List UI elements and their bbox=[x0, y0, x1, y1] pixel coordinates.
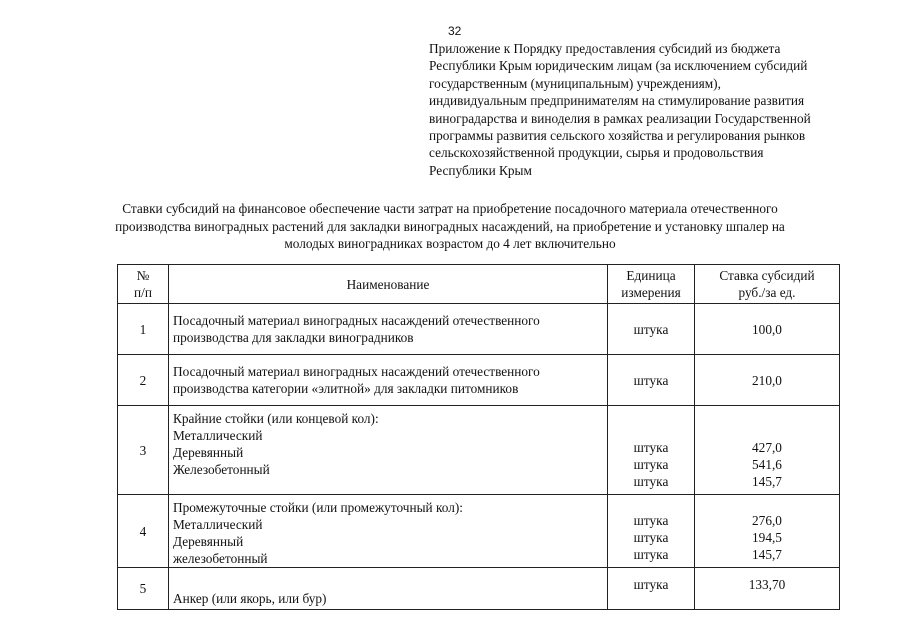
table-header-row bbox=[118, 265, 840, 304]
subsidy-rates-table bbox=[117, 264, 840, 610]
row-number: 2 bbox=[118, 355, 169, 406]
header-num-line: № bbox=[136, 268, 150, 283]
row-name-line: железобетонный bbox=[173, 551, 268, 566]
row-name-line: Посадочный материал виноградных насаждений отечественного bbox=[173, 313, 540, 328]
header-rate bbox=[695, 265, 840, 304]
row-units bbox=[608, 406, 695, 495]
row-unit: штука bbox=[608, 304, 695, 355]
title-line: Ставки субсидий на финансовое обеспечение части затрат на приобретение посадочного материала отечественного bbox=[122, 201, 778, 216]
row-unit: штука bbox=[633, 513, 669, 528]
row-rate: 276,0 bbox=[752, 513, 782, 528]
row-name bbox=[169, 406, 608, 495]
row-rate: 145,7 bbox=[752, 474, 782, 489]
header-unit bbox=[608, 265, 695, 304]
row-name-line: Посадочный материал виноградных насаждений отечественного bbox=[173, 364, 540, 379]
row-name-line: производства категории «элитной» для закладки питомников bbox=[173, 381, 519, 396]
row-rate: 541,6 bbox=[752, 457, 782, 472]
header-unit-line: Единица bbox=[626, 268, 676, 283]
header-num-line: п/п bbox=[134, 285, 152, 300]
row-name-line: Металлический bbox=[173, 517, 263, 532]
appendix-line: программы развития сельского хозяйства и регулирования рынков bbox=[429, 128, 806, 144]
row-name-line: производства для закладки виноградников bbox=[173, 330, 414, 345]
row-name-line: Промежуточные стойки (или промежуточный кол): bbox=[173, 500, 463, 515]
row-name bbox=[169, 355, 608, 406]
row-name-line: Металлический bbox=[173, 428, 263, 443]
header-rate-line: Ставка субсидий bbox=[719, 268, 815, 283]
appendix-line: государственным (муниципальным) учреждениям), bbox=[429, 75, 721, 91]
row-name-line: Крайние стойки (или концевой кол): bbox=[173, 411, 379, 426]
header-rate-line: руб./за ед. bbox=[738, 285, 796, 300]
table-row bbox=[118, 304, 840, 355]
table-row bbox=[118, 355, 840, 406]
row-rate: 194,5 bbox=[752, 530, 782, 545]
row-name bbox=[169, 568, 608, 610]
row-rate: 145,7 bbox=[752, 547, 782, 562]
appendix-line: виноградарства и виноделия в рамках реализации Государственной bbox=[429, 110, 811, 126]
row-number: 1 bbox=[118, 304, 169, 355]
row-name bbox=[169, 304, 608, 355]
appendix-line: Республики Крым юридическим лицам (за исключением субсидий bbox=[429, 58, 808, 74]
row-name-line: Деревянный bbox=[173, 445, 244, 460]
row-unit: штука bbox=[633, 530, 669, 545]
row-name bbox=[169, 495, 608, 568]
row-unit: штука bbox=[633, 474, 669, 489]
row-unit: штука bbox=[633, 547, 669, 562]
header-num bbox=[118, 265, 169, 304]
row-name-line: Анкер (или якорь, или бур) bbox=[173, 591, 327, 606]
table-row bbox=[118, 406, 840, 495]
row-rate: 427,0 bbox=[752, 440, 782, 455]
appendix-line: Приложение к Порядку предоставления субсидий из бюджета bbox=[429, 41, 781, 56]
appendix-note bbox=[429, 40, 869, 179]
row-number: 3 bbox=[118, 406, 169, 495]
row-unit: штука bbox=[608, 355, 695, 406]
table-row bbox=[118, 568, 840, 610]
row-rates bbox=[695, 495, 840, 568]
row-unit: штука bbox=[608, 568, 695, 610]
row-name-line: Железобетонный bbox=[173, 462, 270, 477]
appendix-line: сельскохозяйственной продукции, сырья и продовольствия bbox=[429, 145, 764, 161]
row-name-line: Деревянный bbox=[173, 534, 244, 549]
document-title bbox=[40, 200, 860, 253]
title-line: производства виноградных растений для закладки виноградных насаждений, на приобретение и установку шпалер на bbox=[115, 218, 785, 234]
row-number: 5 bbox=[118, 568, 169, 610]
title-line: молодых виноградниках возрастом до 4 лет включительно bbox=[284, 236, 616, 251]
row-unit: штука bbox=[633, 440, 669, 455]
row-units bbox=[608, 495, 695, 568]
appendix-line: индивидуальным предпринимателям на стимулирование развития bbox=[429, 93, 805, 109]
table-row bbox=[118, 495, 840, 568]
header-name: Наименование bbox=[169, 265, 608, 304]
header-unit-line: измерения bbox=[621, 285, 681, 300]
row-unit: штука bbox=[633, 457, 669, 472]
row-rate: 133,70 bbox=[695, 568, 840, 610]
page-number: 32 bbox=[448, 24, 462, 38]
appendix-line: Республики Крым bbox=[429, 162, 532, 178]
row-rate: 100,0 bbox=[695, 304, 840, 355]
row-rate: 210,0 bbox=[695, 355, 840, 406]
row-number: 4 bbox=[118, 495, 169, 568]
row-rates bbox=[695, 406, 840, 495]
